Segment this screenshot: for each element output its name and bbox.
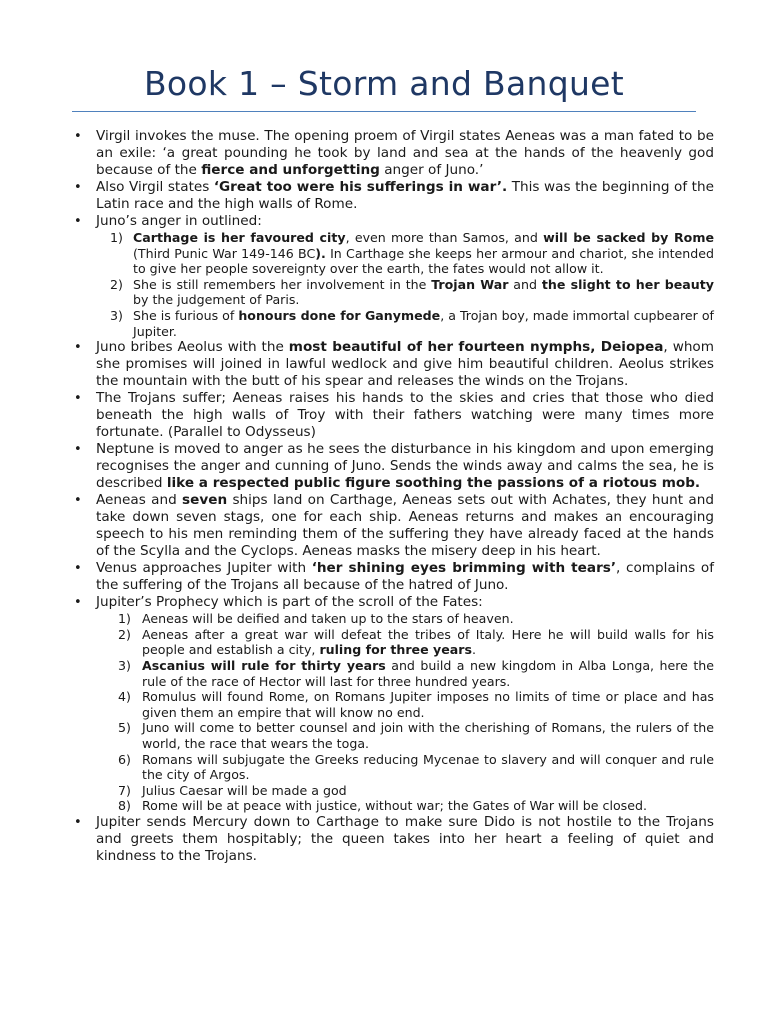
text-run: Julius Caesar will be made a god xyxy=(142,782,347,798)
text-run: Venus approaches Jupiter with xyxy=(96,560,312,577)
bold-text: fierce and unforgetting xyxy=(201,162,380,178)
bold-text: honours done for Ganymede xyxy=(238,307,441,323)
text-run: Rome will be at peace with justice, without war; the Gates of War will be closed. xyxy=(142,798,647,814)
item-number: 8) xyxy=(118,798,131,814)
item-number: 6) xyxy=(118,751,131,767)
bold-text: the slight to her beauty xyxy=(541,276,714,292)
item-number: 3) xyxy=(118,657,131,673)
text-run: In Carthage she keeps her armour and chariot, she intended to give her people sovereignty over the earth, the fates would not allow it. xyxy=(133,245,715,277)
item-number: 7) xyxy=(118,782,131,798)
numbered-item xyxy=(72,611,714,627)
bullet-item xyxy=(72,560,714,594)
numbered-item xyxy=(72,752,714,783)
text-run: and build a new kingdom in Alba Longa, here the rule of the race of Hector will last for three hundred years. xyxy=(142,657,714,689)
text-run: . xyxy=(471,642,476,658)
bold-text: ‘her shining eyes brimming with tears’ xyxy=(311,560,617,577)
text-run: by the judgement of Paris. xyxy=(133,292,300,308)
bold-text: will be sacked by Rome xyxy=(543,230,714,245)
numbered-item xyxy=(72,798,714,814)
numbered-item xyxy=(72,689,714,720)
text-run: , whom she promises will joined in lawful wedlock and give him beautiful children. Aeolus strikes the mountain with the butt of his spear and releases the winds on the Trojans. xyxy=(96,339,714,390)
text-run: Jupiter sends Mercury down to Carthage to make sure Dido is not hostile to the Trojans and greets them hospitably; the queen takes into her heart a feeling of quiet and kindness to the Trojans. xyxy=(96,813,714,864)
text-run: Aeneas will be deified and taken up to the stars of heaven. xyxy=(142,611,514,627)
text-run: The Trojans suffer; Aeneas raises his hands to the skies and cries that those who died beneath the high walls of Troy with their fathers watching were many times more fortunate. (Parallel to Odysseus) xyxy=(96,390,714,441)
numbered-item xyxy=(72,658,714,689)
text-run: Neptune is moved to anger as he sees the disturbance in his kingdom and upon emerging recognises the anger and cunning of Juno. Sends the winds away and calms the sea, he is described xyxy=(96,441,714,492)
bullet-item xyxy=(72,594,714,611)
text-run: Jupiter’s Prophecy which is part of the scroll of the Fates: xyxy=(96,594,483,611)
bold-text: like a respected public figure soothing the passions of a riotous mob. xyxy=(166,475,701,492)
numbered-item xyxy=(72,627,714,658)
text-run: Also Virgil states xyxy=(96,179,214,195)
numbered-item xyxy=(72,720,714,751)
text-run: , complains of the suffering of the Trojans all because of the hatred of Juno. xyxy=(96,560,714,594)
text-run: Romulus will found Rome, on Romans Jupiter imposes no limits of time or place and has given them an empire that will know no end. xyxy=(142,689,714,720)
text-run: , a Trojan boy, made immortal cupbearer of Jupiter. xyxy=(133,307,714,339)
item-number: 4) xyxy=(118,689,131,705)
item-number: 2) xyxy=(110,276,123,292)
bullet-item xyxy=(72,814,714,865)
text-run: Aeneas and xyxy=(96,492,183,509)
text-run: Romans will subjugate the Greeks reducing Mycenae to slavery and will conquer and rule the city of Argos. xyxy=(142,751,714,783)
text-run: , even more than Samos, and xyxy=(345,230,544,245)
item-number: 3) xyxy=(110,307,123,323)
numbered-item xyxy=(72,783,714,799)
bold-text: ). xyxy=(315,245,326,261)
bullet-list-main xyxy=(72,339,714,611)
text-run: anger of Juno.’ xyxy=(379,162,484,178)
bullet-item xyxy=(72,128,714,179)
bold-text: Carthage is her favoured city xyxy=(133,230,346,245)
bullet-item xyxy=(72,441,714,492)
bullet-item xyxy=(72,339,714,390)
text-run: and xyxy=(508,276,542,292)
text-run: She is furious of xyxy=(133,307,239,323)
bullet-list-intro xyxy=(72,128,714,230)
bold-text: most beautiful of her fourteen nymphs, Deiopea xyxy=(288,339,664,356)
text-run: Juno’s anger in outlined: xyxy=(96,213,262,229)
juno-anger-list xyxy=(72,230,714,339)
bullet-item xyxy=(72,179,714,213)
bullet-item xyxy=(72,213,714,230)
bold-text: ruling for three years xyxy=(319,642,472,658)
bullet-list-closing xyxy=(72,814,714,865)
item-number: 5) xyxy=(118,720,131,736)
numbered-item xyxy=(72,277,714,308)
bullet-item xyxy=(72,492,714,560)
page-title: Book 1 – Storm and Banquet xyxy=(143,64,625,103)
title-underline xyxy=(72,111,696,112)
text-run: She is still remembers her involvement in the xyxy=(133,276,432,292)
item-number: 1) xyxy=(118,611,131,627)
numbered-item xyxy=(72,308,714,339)
text-run: Virgil invokes the muse. The opening proem of Virgil states Aeneas was a man fated to be an exile: ‘a great pounding he took by land and sea at the hands of the heavenly god because of the xyxy=(96,128,714,178)
text-run: Aeneas after a great war will defeat the tribes of Italy. Here he will build walls for his people and establish a city, xyxy=(142,626,714,658)
prophecy-list xyxy=(72,611,714,814)
bold-text: seven xyxy=(182,492,228,509)
text-run: Juno bribes Aeolus with the xyxy=(96,339,289,356)
text-run: ships land on Carthage, Aeneas sets out with Achates, they hunt and take down seven stags, one for each ship. Aeneas returns and makes an encouraging speech to his men reminding them of the suffering they have already faced at the hands of the Scylla and the Cyclops. Aeneas masks the misery deep in his heart. xyxy=(96,492,714,560)
item-number: 1) xyxy=(110,230,123,245)
bold-text: Ascanius will rule for thirty years xyxy=(142,657,386,673)
bullet-item xyxy=(72,390,714,441)
numbered-item xyxy=(72,230,714,277)
bold-text: Trojan War xyxy=(431,276,509,292)
item-number: 2) xyxy=(118,626,131,642)
bold-text: ‘Great too were his sufferings in war’. xyxy=(213,179,508,195)
text-run: Juno will come to better counsel and join with the cherishing of Romans, the rulers of the world, the race that wears the toga. xyxy=(142,720,714,751)
notes-body xyxy=(72,128,714,865)
text-run: (Third Punic War 149-146 BC xyxy=(133,245,316,261)
text-run: This was the beginning of the Latin race and the high walls of Rome. xyxy=(96,179,714,212)
